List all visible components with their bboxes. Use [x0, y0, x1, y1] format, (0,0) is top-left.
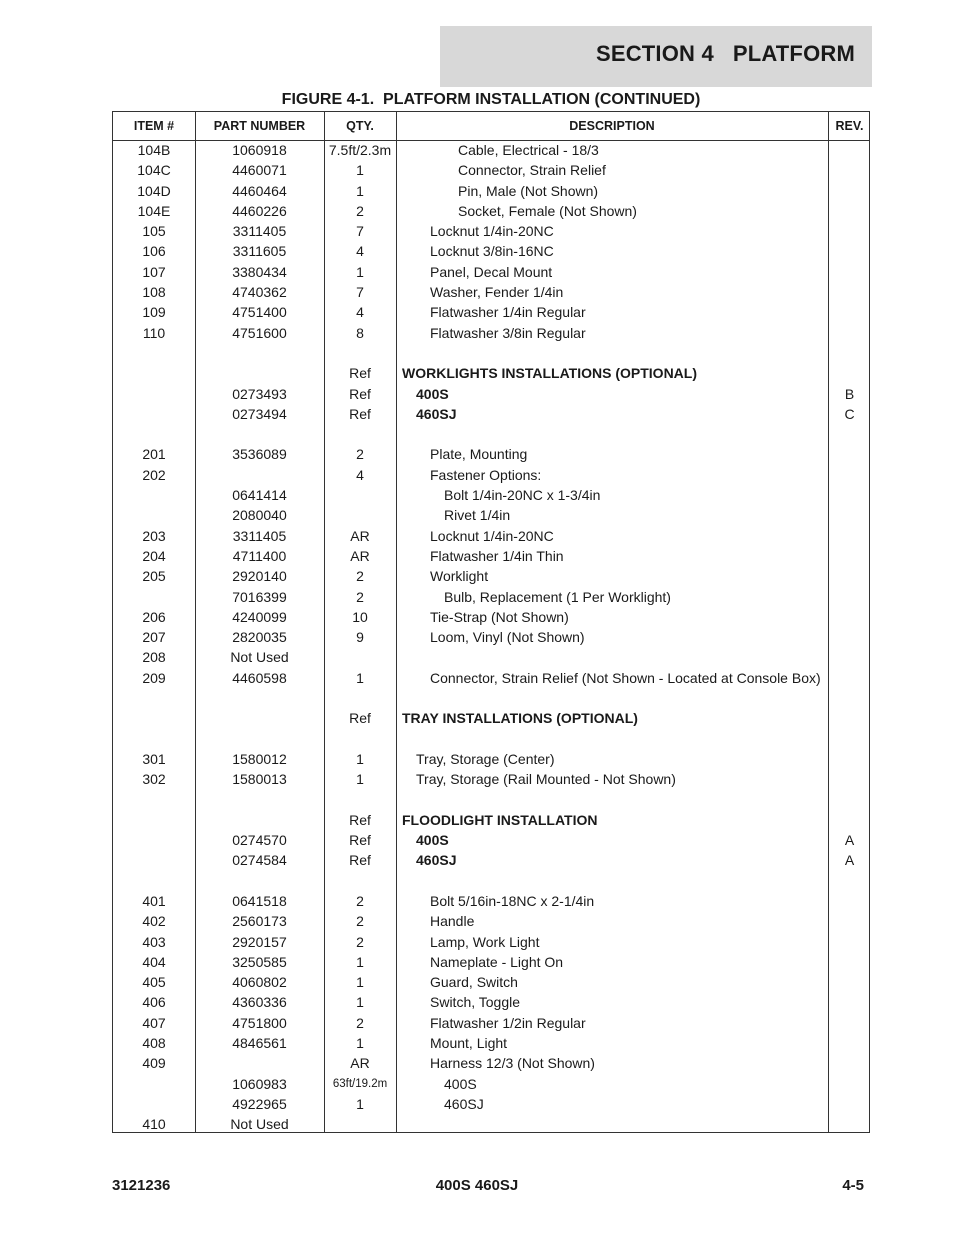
section-banner	[440, 26, 872, 87]
column-header-item: ITEM #	[133, 119, 175, 133]
description-cell: Tray, Storage (Center)	[416, 750, 555, 767]
quantity-cell: Ref	[349, 385, 371, 402]
quantity-cell: Ref	[349, 405, 371, 422]
item-number-cell: 409	[142, 1055, 166, 1072]
description-cell: 460SJ	[444, 1095, 484, 1112]
table-row	[113, 708, 869, 728]
table-row	[113, 790, 869, 810]
quantity-cell: 1	[356, 994, 364, 1011]
item-number-cell: 402	[142, 913, 166, 930]
table-row	[113, 384, 869, 404]
description-cell: Washer, Fender 1/4in	[430, 284, 564, 301]
item-number-cell: 104D	[137, 182, 171, 199]
quantity-cell: 8	[356, 324, 364, 341]
table-row	[113, 363, 869, 383]
description-cell: 400S	[416, 832, 449, 849]
part-number-cell: 1060983	[232, 1075, 287, 1092]
part-number-cell: 1580013	[232, 771, 287, 788]
revision-cell: A	[844, 852, 855, 869]
description-cell: Harness 12/3 (Not Shown)	[430, 1055, 595, 1072]
part-number-cell: 3250585	[232, 953, 287, 970]
part-number-cell: 3536089	[232, 446, 287, 463]
table-body	[113, 140, 869, 1135]
quantity-cell: 2	[356, 933, 364, 950]
quantity-cell: Ref	[349, 710, 371, 727]
description-cell: Loom, Vinyl (Not Shown)	[430, 629, 585, 646]
table-row	[113, 404, 869, 424]
part-number-cell: 2920157	[232, 933, 287, 950]
description-cell: Bulb, Replacement (1 Per Worklight)	[444, 588, 671, 605]
part-number-cell: 4751800	[232, 1014, 287, 1031]
table-row	[113, 323, 869, 343]
item-number-cell: 110	[142, 324, 166, 341]
table-row	[113, 1094, 869, 1114]
item-number-cell: 201	[142, 446, 166, 463]
part-number-cell: 3311605	[232, 243, 287, 260]
table-row	[113, 729, 869, 749]
item-number-cell: 208	[142, 649, 166, 666]
part-number-cell: 7016399	[232, 588, 287, 605]
part-number-cell: 0274584	[232, 852, 287, 869]
quantity-cell: 9	[356, 629, 364, 646]
table-row	[113, 627, 869, 647]
description-cell: Fastener Options:	[430, 466, 542, 483]
item-number-cell: 209	[142, 669, 166, 686]
description-cell: 400S	[444, 1075, 477, 1092]
revision-cell: A	[844, 832, 855, 849]
quantity-cell: AR	[350, 527, 370, 544]
part-number-cell: 0273494	[232, 405, 287, 422]
table-row	[113, 241, 869, 261]
quantity-cell: 7	[356, 284, 364, 301]
description-cell: 400S	[416, 385, 449, 402]
part-number-cell: 0274570	[232, 832, 287, 849]
table-row	[113, 566, 869, 586]
table-row	[113, 160, 869, 180]
quantity-cell: 1	[356, 182, 364, 199]
item-number-cell: 107	[142, 263, 166, 280]
description-cell: Guard, Switch	[430, 974, 518, 991]
table-row	[113, 850, 869, 870]
item-number-cell: 406	[142, 994, 166, 1011]
item-number-cell: 207	[142, 629, 166, 646]
part-number-cell: 3311405	[232, 223, 287, 240]
quantity-cell: 2	[356, 588, 364, 605]
quantity-cell: 1	[356, 750, 364, 767]
part-number-cell: 0641518	[232, 892, 287, 909]
description-cell: Worklight	[430, 568, 489, 585]
item-number-cell: 104C	[137, 162, 171, 179]
table-row	[113, 485, 869, 505]
description-cell: FLOODLIGHT INSTALLATION	[402, 811, 598, 828]
part-number-cell: 3380434	[232, 263, 287, 280]
item-number-cell: 108	[142, 284, 166, 301]
table-row	[113, 972, 869, 992]
table-row	[113, 952, 869, 972]
quantity-cell: 63ft/19.2m	[332, 1077, 388, 1090]
quantity-cell: 7	[356, 223, 364, 240]
part-number-cell: 4846561	[232, 1035, 287, 1052]
item-number-cell: 203	[142, 527, 166, 544]
quantity-cell: AR	[350, 547, 370, 564]
part-number-cell: 4240099	[232, 608, 287, 625]
part-number-cell: 4751600	[232, 324, 287, 341]
quantity-cell: 2	[356, 446, 364, 463]
table-row	[113, 140, 869, 160]
description-cell: Pin, Male (Not Shown)	[458, 182, 599, 199]
description-cell: Plate, Mounting	[430, 446, 528, 463]
description-cell: Tie-Strap (Not Shown)	[430, 608, 569, 625]
revision-cell: B	[844, 385, 855, 402]
quantity-cell: 7.5ft/2.3m	[328, 142, 392, 158]
table-row	[113, 668, 869, 688]
part-number-cell: 2080040	[232, 507, 287, 524]
part-number-cell: 4711400	[232, 547, 287, 564]
description-cell: Flatwasher 1/4in Thin	[430, 547, 564, 564]
table-row	[113, 688, 869, 708]
item-number-cell: 106	[142, 243, 166, 260]
column-header-rev: REV.	[835, 119, 864, 133]
quantity-cell: Ref	[349, 852, 371, 869]
part-number-cell: 2560173	[232, 913, 287, 930]
table-row	[113, 810, 869, 830]
table-row	[113, 749, 869, 769]
table-row	[113, 647, 869, 667]
description-cell: 460SJ	[416, 405, 457, 422]
quantity-cell: 2	[356, 1014, 364, 1031]
quantity-cell: 2	[356, 892, 364, 909]
description-cell: Lamp, Work Light	[430, 933, 540, 950]
table-row	[113, 1013, 869, 1033]
table-row	[113, 546, 869, 566]
description-cell: Connector, Strain Relief (Not Shown - Located at Console Box)	[430, 669, 821, 686]
description-cell: Flatwasher 3/8in Regular	[430, 324, 586, 341]
quantity-cell: 1	[356, 263, 364, 280]
item-number-cell: 205	[142, 568, 166, 585]
item-number-cell: 105	[142, 223, 166, 240]
item-number-cell: 104E	[137, 202, 171, 219]
quantity-cell: 1	[356, 953, 364, 970]
table-row	[113, 932, 869, 952]
part-number-cell: Not Used	[230, 1116, 289, 1133]
part-number-cell: 1060918	[232, 142, 287, 158]
document-number: 3121236	[112, 1177, 171, 1194]
table-row	[113, 992, 869, 1012]
table-row	[113, 891, 869, 911]
part-number-cell: 4060802	[232, 974, 287, 991]
column-header-qty: QTY.	[346, 119, 374, 133]
table-row	[113, 424, 869, 444]
description-cell: Mount, Light	[430, 1035, 508, 1052]
page-number: 4-5	[842, 1177, 864, 1194]
item-number-cell: 202	[142, 466, 166, 483]
part-number-cell: 4922965	[232, 1095, 287, 1112]
quantity-cell: 1	[356, 974, 364, 991]
quantity-cell: 1	[356, 1095, 364, 1112]
description-cell: Nameplate - Light On	[430, 953, 564, 970]
description-cell: Bolt 5/16in-18NC x 2-1/4in	[430, 892, 595, 909]
column-header-part-number: PART NUMBER	[213, 119, 306, 133]
quantity-cell: AR	[350, 1055, 370, 1072]
description-cell: WORKLIGHTS INSTALLATIONS (OPTIONAL)	[402, 365, 698, 382]
description-cell: Locknut 1/4in-20NC	[430, 223, 554, 240]
quantity-cell: 4	[356, 304, 364, 321]
quantity-cell: 1	[356, 1035, 364, 1052]
table-row	[113, 221, 869, 241]
table-row	[113, 282, 869, 302]
part-number-cell: 3311405	[232, 527, 287, 544]
table-row	[113, 587, 869, 607]
item-number-cell: 403	[142, 933, 166, 950]
item-number-cell: 302	[142, 771, 166, 788]
table-row	[113, 262, 869, 282]
description-cell: Connector, Strain Relief	[458, 162, 606, 179]
quantity-cell: 1	[356, 771, 364, 788]
item-number-cell: 410	[142, 1116, 166, 1133]
description-cell: TRAY INSTALLATIONS (OPTIONAL)	[402, 710, 638, 727]
item-number-cell: 405	[142, 974, 166, 991]
table-row	[113, 444, 869, 464]
quantity-cell: Ref	[349, 811, 371, 828]
table-row	[113, 830, 869, 850]
item-number-cell: 401	[142, 892, 166, 909]
description-cell: Locknut 3/8in-16NC	[430, 243, 554, 260]
quantity-cell: 2	[356, 568, 364, 585]
table-row	[113, 201, 869, 221]
part-number-cell: 4460598	[232, 669, 287, 686]
part-number-cell: Not Used	[230, 649, 289, 666]
part-number-cell: 4360336	[232, 994, 287, 1011]
quantity-cell: Ref	[349, 832, 371, 849]
part-number-cell: 4740362	[232, 284, 287, 301]
table-row	[113, 769, 869, 789]
description-cell: Locknut 1/4in-20NC	[430, 527, 554, 544]
item-number-cell: 407	[142, 1014, 166, 1031]
quantity-cell: 2	[356, 913, 364, 930]
description-cell: Handle	[430, 913, 475, 930]
quantity-cell: 1	[356, 162, 364, 179]
description-cell: Panel, Decal Mount	[430, 263, 553, 280]
table-row	[113, 505, 869, 525]
description-cell: Flatwasher 1/4in Regular	[430, 304, 586, 321]
description-cell: Flatwasher 1/2in Regular	[430, 1014, 586, 1031]
description-cell: Bolt 1/4in-20NC x 1-3/4in	[444, 487, 601, 504]
description-cell: Rivet 1/4in	[444, 507, 511, 524]
quantity-cell: 1	[356, 669, 364, 686]
item-number-cell: 204	[142, 547, 166, 564]
description-cell: Socket, Female (Not Shown)	[458, 202, 637, 219]
table-row	[113, 1114, 869, 1134]
description-cell: Cable, Electrical - 18/3	[458, 142, 599, 158]
section-title: SECTION 4 PLATFORM	[595, 41, 855, 66]
table-row	[113, 1033, 869, 1053]
table-row	[113, 911, 869, 931]
description-cell: Tray, Storage (Rail Mounted - Not Shown)	[416, 771, 676, 788]
parts-table	[112, 111, 870, 1133]
table-row	[113, 181, 869, 201]
table-row	[113, 607, 869, 627]
item-number-cell: 404	[142, 953, 166, 970]
part-number-cell: 4460071	[232, 162, 287, 179]
part-number-cell: 2920140	[232, 568, 287, 585]
table-row	[113, 302, 869, 322]
item-number-cell: 104B	[137, 142, 171, 158]
part-number-cell: 4751400	[232, 304, 287, 321]
quantity-cell: 4	[356, 466, 364, 483]
model-names: 400S 460SJ	[435, 1177, 519, 1194]
part-number-cell: 0273493	[232, 385, 287, 402]
description-cell: 460SJ	[416, 852, 457, 869]
table-row	[113, 1074, 869, 1094]
item-number-cell: 206	[142, 608, 166, 625]
quantity-cell: 4	[356, 243, 364, 260]
item-number-cell: 301	[142, 750, 166, 767]
quantity-cell: Ref	[349, 365, 371, 382]
part-number-cell: 4460464	[232, 182, 287, 199]
part-number-cell: 4460226	[232, 202, 287, 219]
table-row	[113, 1053, 869, 1073]
table-row	[113, 343, 869, 363]
part-number-cell: 0641414	[232, 487, 287, 504]
figure-title: FIGURE 4-1. PLATFORM INSTALLATION (CONTINUED)	[281, 91, 701, 108]
description-cell: Switch, Toggle	[430, 994, 521, 1011]
table-row	[113, 465, 869, 485]
item-number-cell: 408	[142, 1035, 166, 1052]
column-header-description: DESCRIPTION	[569, 119, 655, 133]
quantity-cell: 2	[356, 202, 364, 219]
table-row	[113, 526, 869, 546]
part-number-cell: 1580012	[232, 750, 287, 767]
table-row	[113, 871, 869, 891]
part-number-cell: 2820035	[232, 629, 287, 646]
item-number-cell: 109	[142, 304, 166, 321]
revision-cell: C	[844, 405, 855, 422]
quantity-cell: 10	[352, 608, 368, 625]
